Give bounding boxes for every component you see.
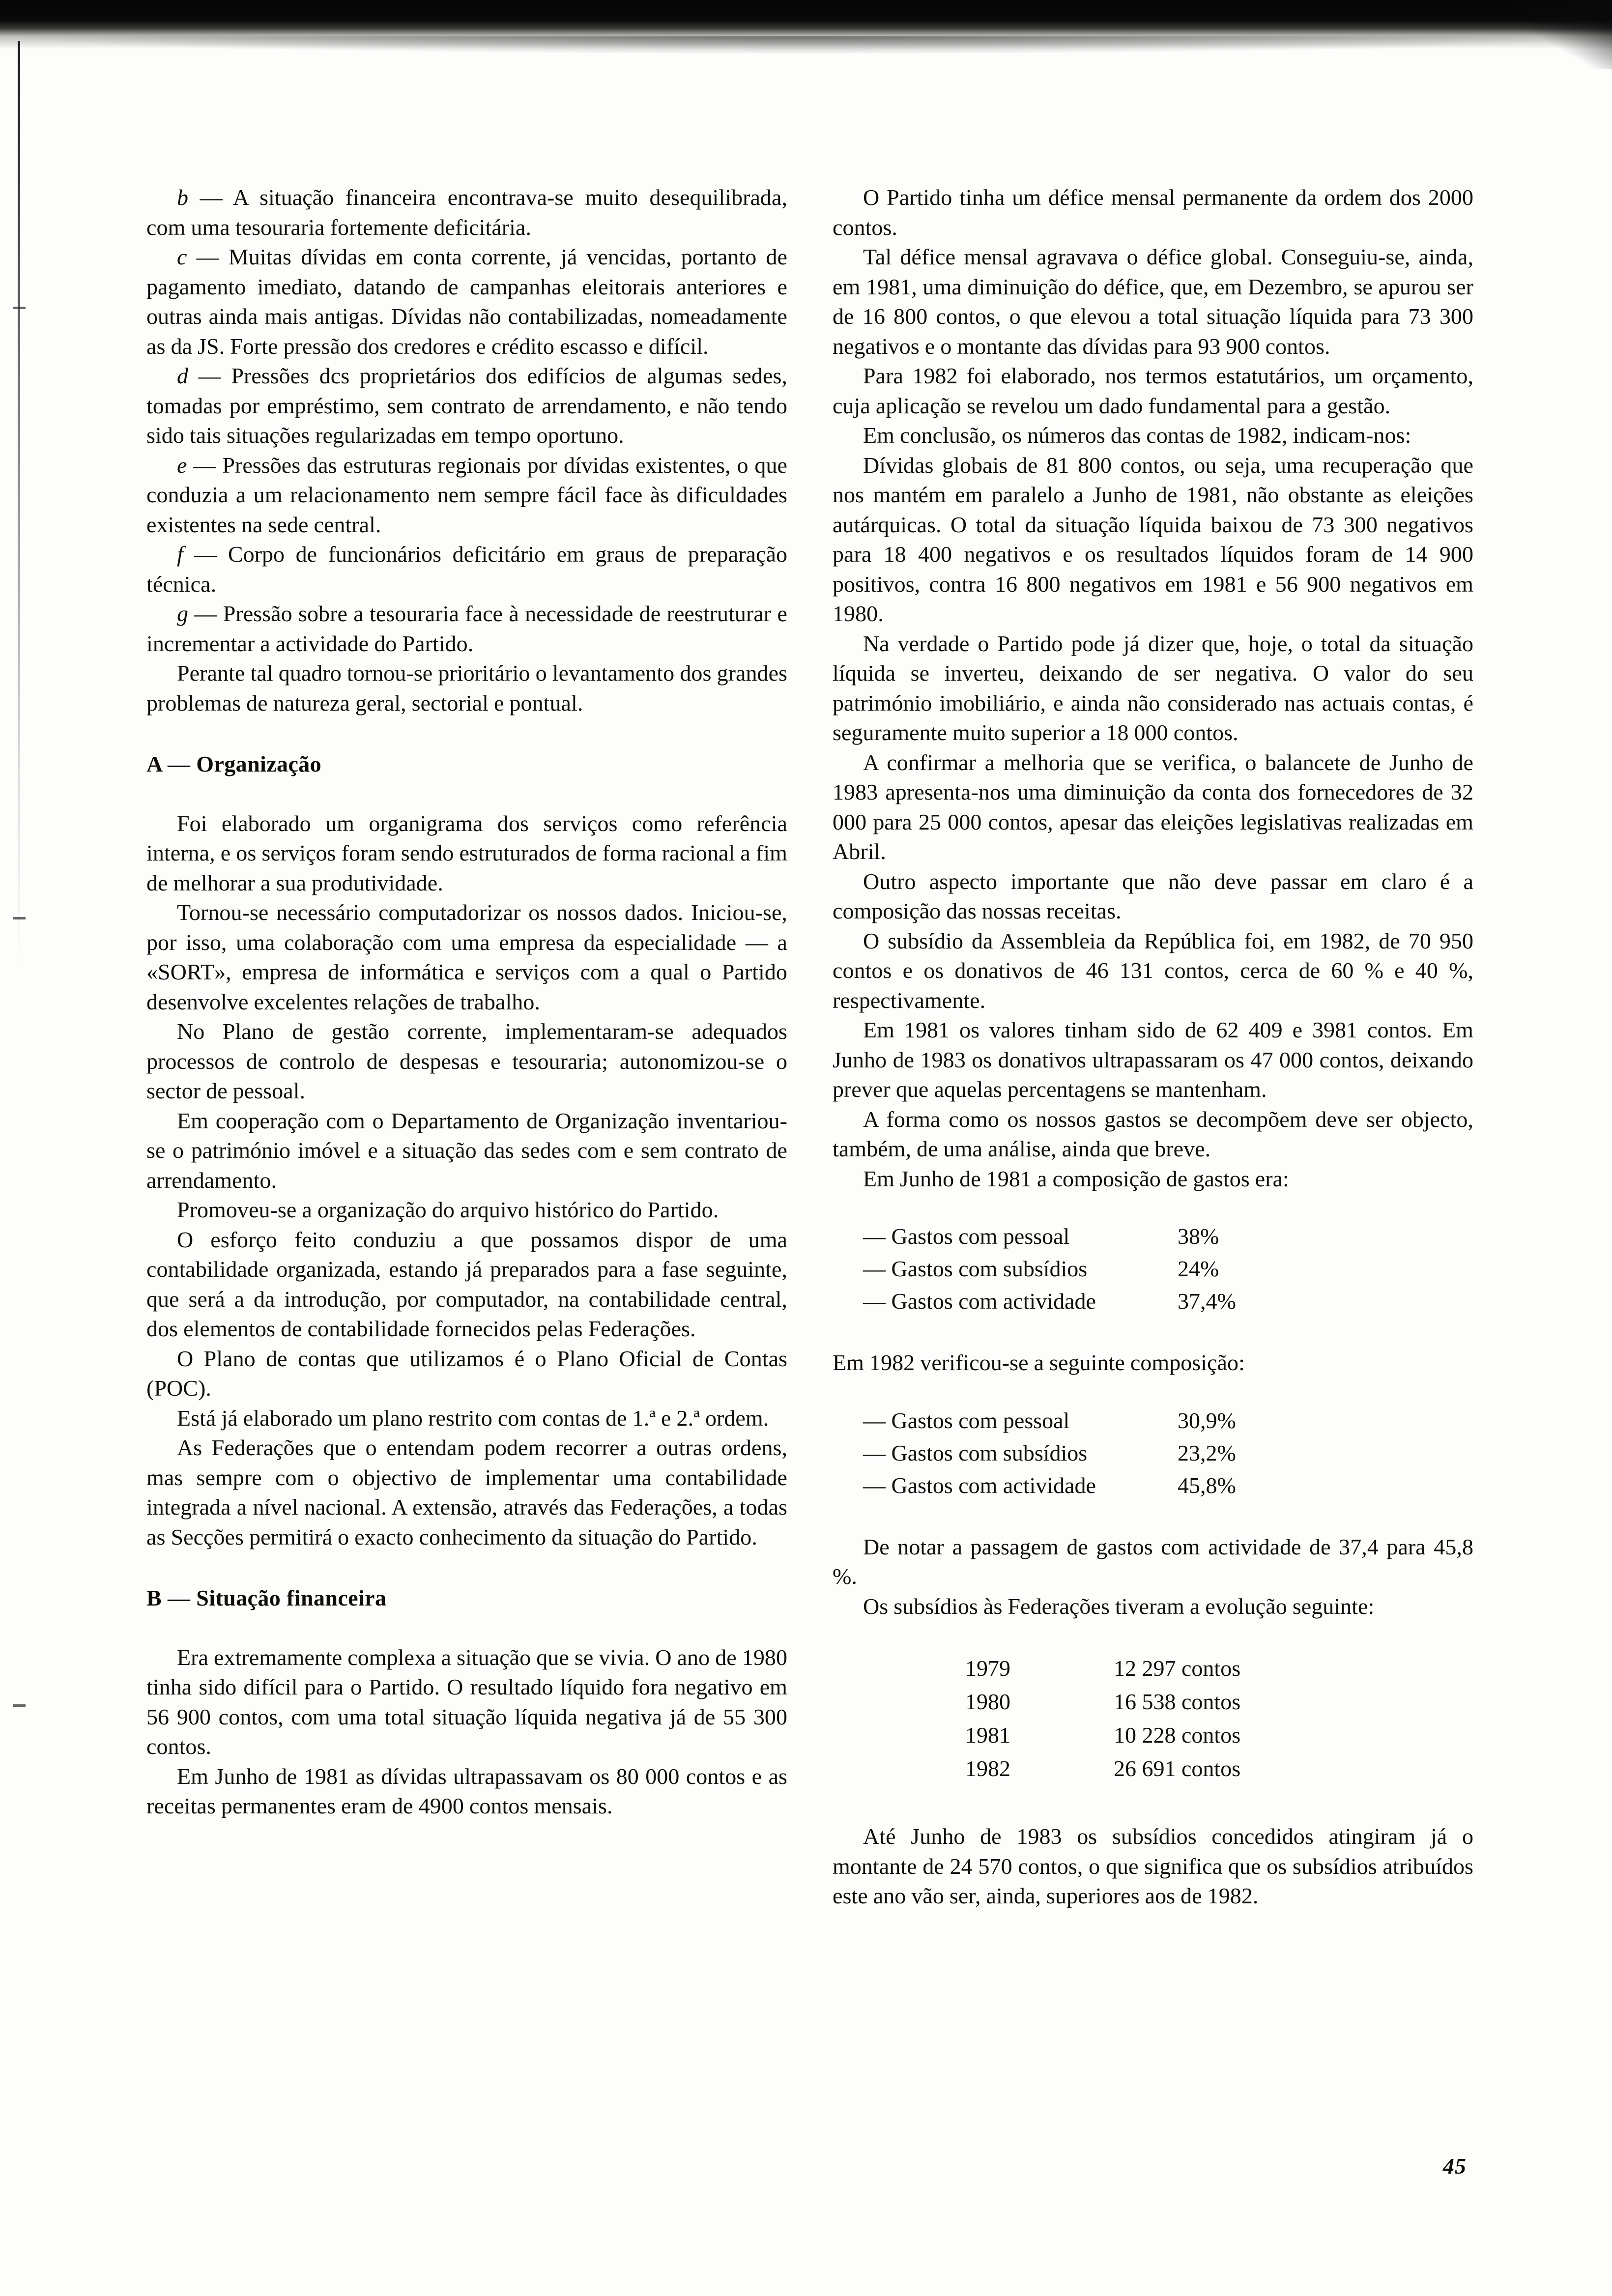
list-bullet-dash: — <box>863 1472 886 1498</box>
note-passagem-gastos-actividade: De notar a passagem de gastos com actividade de 37,4 para 45,8 %. <box>833 1534 1473 1589</box>
right-paragraph-9: O subsídio da Assembleia da República foi, em 1982, de 70 950 contos e os donativos de 46 131 contos, cerca de 60 % e 40 %, respectivamente. <box>833 928 1473 1013</box>
item-marker-b: b <box>177 185 189 210</box>
list-composicao-gastos-1982 <box>833 1405 1473 1502</box>
list-composicao-gastos-1981 <box>833 1220 1473 1318</box>
lettered-item-g <box>146 599 787 659</box>
cell-amount: 16 538 contos <box>1114 1689 1241 1714</box>
cell-year: 1980 <box>965 1689 1010 1714</box>
right-paragraph-3: Para 1982 foi elaborado, nos termos estatutários, um orçamento, cuja aplicação se revelou um dado fundamental para a gestão. <box>833 363 1473 418</box>
list-bullet-dash: — <box>863 1256 886 1281</box>
list-item <box>833 1285 1473 1318</box>
item-dash-g: — <box>188 601 223 626</box>
page-number: 45 <box>1443 2153 1467 2179</box>
section-heading-a-organizacao: A — Organização <box>146 751 322 776</box>
right-paragraph-2: Tal défice mensal agravava o défice global. Conseguiu-se, ainda, em 1981, uma diminuição do défice, que, em Dezembro, se apurou ser de 16 800 contos, o que elevou a total situação líquida para 73 300 negativos e o montante das dívidas para 93 900 contos. <box>833 244 1473 359</box>
lettered-item-d <box>146 361 787 451</box>
table-subsidios-federacoes <box>965 1652 1240 1785</box>
left-text-column <box>146 183 787 1911</box>
gastos-label-text: Gastos com actividade <box>891 1289 1096 1314</box>
gastos-label <box>863 1285 1178 1318</box>
scan-top-shadow-artifact <box>0 0 1612 49</box>
section-a-paragraph-4: Em cooperação com o Departamento de Organização inventariou-se o património imóvel e a situação das sedes com e sem contrato de arrendamento. <box>146 1108 787 1193</box>
section-a-paragraph-9: As Federações que o entendam podem recorrer a outras ordens, mas sempre com o objectivo de implementar uma contabilidade integrada a nível nacional. A extensão, através das Federações, a todas as Secções permitirá o exacto conhecimento da situação do Partido. <box>146 1435 787 1550</box>
spacer <box>833 1318 1473 1348</box>
gastos-value: 30,9% <box>1178 1407 1236 1433</box>
list-item <box>833 1469 1473 1502</box>
item-marker-d: d <box>177 363 189 388</box>
item-marker-c: c <box>177 244 187 269</box>
right-paragraph-10: Em 1981 os valores tinham sido de 62 409 e 3981 contos. Em Junho de 1983 os donativos ultrapassaram os 47 000 contos, deixando prever que aquelas percentagens se mantenham. <box>833 1017 1473 1102</box>
cell-year: 1981 <box>965 1722 1010 1748</box>
list-item <box>833 1220 1473 1253</box>
section-a-paragraph-5: Promoveu-se a organização do arquivo histórico do Partido. <box>177 1197 719 1222</box>
item-dash-d: — <box>188 363 231 388</box>
gastos-label <box>863 1405 1178 1437</box>
table-row <box>965 1719 1240 1752</box>
section-heading-b-situacao-financeira: B — Situação financeira <box>146 1585 387 1610</box>
gastos-value: 38% <box>1178 1224 1219 1249</box>
list-bullet-dash: — <box>863 1224 886 1249</box>
spacer <box>833 1378 1473 1405</box>
cell-amount: 10 228 contos <box>1114 1722 1241 1748</box>
scan-left-tick-artifact <box>13 917 26 919</box>
item-text-f: Corpo de funcionários deficitário em graus de preparação técnica. <box>146 542 787 597</box>
gastos-label-text: Gastos com subsídios <box>891 1440 1088 1465</box>
cell-amount: 26 691 contos <box>1114 1756 1241 1781</box>
lettered-item-b <box>146 183 787 242</box>
spacer <box>146 1613 787 1643</box>
paragraph-perante-tal-quadro: Perante tal quadro tornou-se prioritário o levantamento dos grandes problemas de natureza geral, sectorial e pontual. <box>146 660 787 716</box>
cell-year: 1979 <box>965 1656 1010 1681</box>
gastos-label <box>863 1220 1178 1253</box>
section-a-paragraph-3: No Plano de gestão corrente, implementaram-se adequados processos de controlo de despesas e tesouraria; autonomizou-se o sector de pessoal. <box>146 1019 787 1103</box>
spacer <box>833 1621 1473 1652</box>
scan-left-tick-artifact <box>13 307 26 309</box>
item-marker-g: g <box>177 601 189 626</box>
item-text-c: Muitas dívidas em conta corrente, já vencidas, portanto de pagamento imediato, datando de campanhas eleitorais anteriores e outras ainda mais antigas. Dívidas não contabilizadas, nomeadamente as da JS. Forte pressão dos credores e crédito escasso e difícil. <box>146 244 787 359</box>
list-item <box>833 1437 1473 1469</box>
intro-composicao-gastos-1981: Em Junho de 1981 a composição de gastos era: <box>863 1166 1289 1191</box>
list-item <box>833 1405 1473 1437</box>
cell-year: 1982 <box>965 1756 1010 1781</box>
right-paragraph-1: O Partido tinha um défice mensal permanente da ordem dos 2000 contos. <box>833 185 1473 240</box>
spacer <box>146 1552 787 1583</box>
section-a-paragraph-1: Foi elaborado um organigrama dos serviços como referência interna, e os serviços foram sendo estruturados de forma racional a fim de melhorar a sua produtividade. <box>146 810 787 895</box>
scan-corner-shadow-artifact <box>1509 0 1612 69</box>
gastos-label <box>863 1253 1178 1285</box>
item-text-e: Pressões das estruturas regionais por dívidas existentes, o que conduzia a um relacionamento nem sempre fácil face às dificuldades existentes na sede central. <box>146 452 787 537</box>
list-bullet-dash: — <box>863 1407 886 1433</box>
right-paragraph-8: Outro aspecto importante que não deve passar em claro é a composição das nossas receitas. <box>833 868 1473 923</box>
section-a-paragraph-6: O esforço feito conduziu a que possamos dispor de uma contabilidade organizada, estando já preparados para a fase seguinte, que será a da introdução, por computador, na contabilidade central, dos elementos de contabilidade fornecidos pelas Federações. <box>146 1227 787 1341</box>
right-text-column <box>833 183 1473 1911</box>
gastos-label <box>863 1437 1178 1469</box>
list-bullet-dash: — <box>863 1289 886 1314</box>
cell-amount: 12 297 contos <box>1114 1656 1241 1681</box>
item-text-d: Pressões dcs proprietários dos edifícios de algumas sedes, tomadas por empréstimo, sem contrato de arrendamento, e não tendo sido tais situações regularizadas em tempo oportuno. <box>146 363 787 448</box>
two-column-text-body <box>146 183 1473 1911</box>
item-dash-c: — <box>187 244 229 269</box>
section-a-paragraph-2: Tornou-se necessário computadorizar os nossos dados. Iniciou-se, por isso, uma colaboração com uma empresa da especialidade — a «SORT», empresa de informática e serviços com a qual o Partido desenvolve excelentes relações de trabalho. <box>146 900 787 1014</box>
section-b-paragraph-2: Em Junho de 1981 as dívidas ultrapassavam os 80 000 contos e as receitas permanentes eram de 4900 contos mensais. <box>146 1763 787 1818</box>
spacer <box>833 1194 1473 1220</box>
gastos-label-text: Gastos com pessoal <box>891 1407 1070 1433</box>
intro-subsidios-federacoes: Os subsídios às Federações tiveram a evolução seguinte: <box>863 1593 1375 1619</box>
table-row <box>965 1752 1240 1785</box>
right-paragraph-4: Em conclusão, os números das contas de 1982, indicam-nos: <box>863 423 1411 448</box>
table-row <box>965 1685 1240 1719</box>
item-marker-f: f <box>177 542 183 567</box>
item-text-b: A situação financeira encontrava-se muito desequilibrada, com uma tesouraria fortemente deficitária. <box>146 185 787 240</box>
spacer <box>833 1785 1473 1822</box>
right-paragraph-final: Até Junho de 1983 os subsídios concedidos atingiram já o montante de 24 570 contos, o que significa que os subsídios atribuídos este ano vão ser, ainda, superiores aos de 1982. <box>833 1824 1473 1908</box>
list-item <box>833 1253 1473 1285</box>
right-paragraph-6: Na verdade o Partido pode já dizer que, hoje, o total da situação líquida se inverteu, deixando de ser negativa. O valor do seu património imobiliário, e ainda não considerado nas actuais contas, é seguramente muito superior a 18 000 contos. <box>833 631 1473 745</box>
section-a-paragraph-7: O Plano de contas que utilizamos é o Plano Oficial de Contas (POC). <box>146 1346 787 1401</box>
item-marker-e: e <box>177 452 187 478</box>
right-paragraph-7: A confirmar a melhoria que se verifica, o balancete de Junho de 1983 apresenta-nos uma diminuição da conta dos fornecedores de 32 000 para 25 000 contos, apesar das eleições legislativas realizadas em Abril. <box>833 749 1473 864</box>
gastos-label <box>863 1469 1178 1502</box>
right-paragraph-5: Dívidas globais de 81 800 contos, ou seja, uma recuperação que nos mantém em paralelo a Junho de 1981, não obstante as eleições autárquicas. O total da situação líquida baixou de 73 300 negativos para 18 400 negativos e os resultados líquidos foram de 14 900 positivos, contra 16 800 negativos em 1981 e 56 900 negativos em 1980. <box>833 452 1473 626</box>
item-dash-b: — <box>188 185 233 210</box>
lettered-item-f <box>146 540 787 599</box>
section-a-paragraph-8: Está já elaborado um plano restrito com contas de 1.ª e 2.ª ordem. <box>177 1405 769 1431</box>
table-row <box>965 1652 1240 1685</box>
item-dash-e: — <box>187 452 223 478</box>
spacer <box>146 779 787 809</box>
list-bullet-dash: — <box>863 1440 886 1465</box>
lettered-item-e <box>146 451 787 540</box>
gastos-label-text: Gastos com subsídios <box>891 1256 1088 1281</box>
item-text-g: Pressão sobre a tesouraria face à necessidade de reestruturar e incrementar a actividade do Partido. <box>146 601 787 656</box>
gastos-label-text: Gastos com actividade <box>891 1472 1096 1498</box>
gastos-value: 37,4% <box>1178 1289 1236 1314</box>
gastos-label-text: Gastos com pessoal <box>891 1224 1070 1249</box>
section-b-paragraph-1: Era extremamente complexa a situação que se vivia. O ano de 1980 tinha sido difícil para o Partido. O resultado líquido fora negativo em 56 900 contos, com uma total situação líquida negativa já de 55 300 contos. <box>146 1644 787 1759</box>
intro-composicao-gastos-1982: Em 1982 verificou-se a seguinte composição: <box>833 1350 1245 1375</box>
spacer <box>146 718 787 749</box>
item-dash-f: — <box>183 542 228 567</box>
spacer <box>833 1502 1473 1532</box>
gastos-value: 45,8% <box>1178 1472 1236 1498</box>
right-paragraph-11: A forma como os nossos gastos se decompõem deve ser objecto, também, de uma análise, ainda que breve. <box>833 1106 1473 1161</box>
scan-left-edge-line-artifact <box>18 41 20 965</box>
lettered-item-c <box>146 242 787 361</box>
gastos-value: 24% <box>1178 1256 1219 1281</box>
scan-left-tick-artifact <box>13 1704 26 1707</box>
gastos-value: 23,2% <box>1178 1440 1236 1465</box>
